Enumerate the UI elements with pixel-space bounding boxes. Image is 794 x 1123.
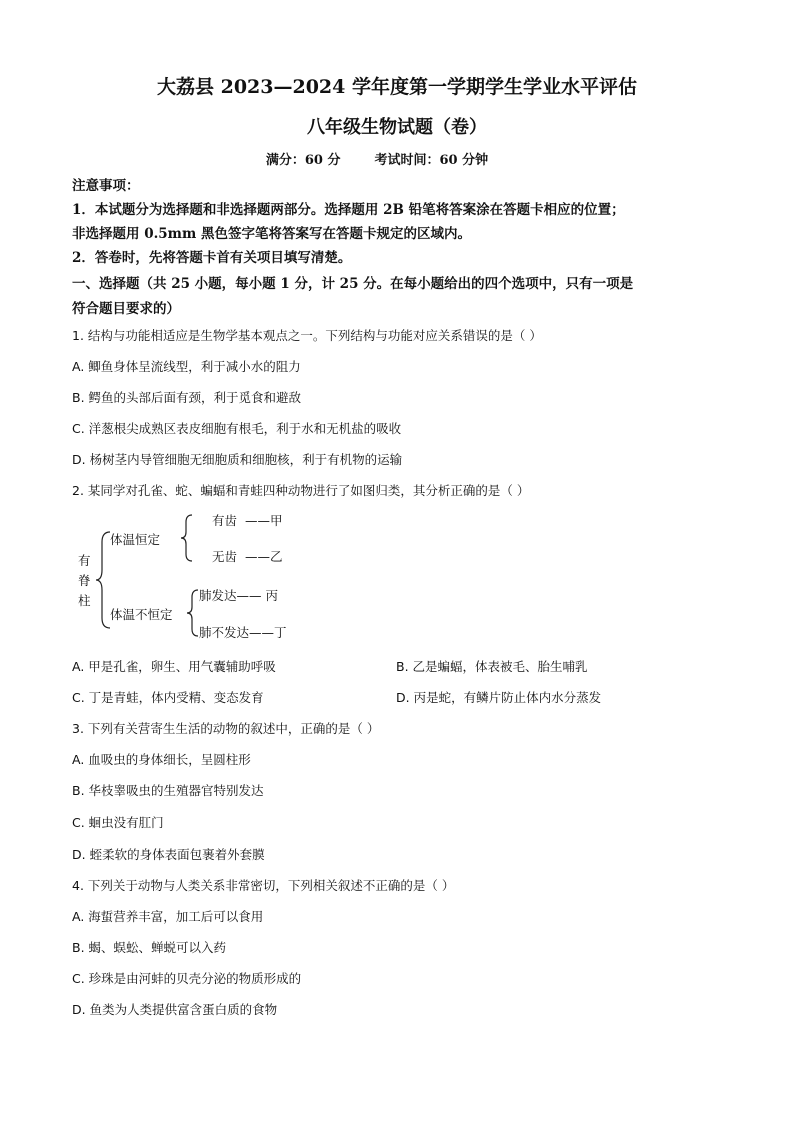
section-1-heading: 一、选择题（共 25 小题，每小题 1 分，计 25 分。在每小题给出的四个选项中，只有一项是 <box>72 276 634 292</box>
has-teeth-label: 有齿 <box>212 513 238 528</box>
question-1-option-a: A. 鲫鱼身体呈流线型，利于减小水的阻力 <box>72 359 301 374</box>
notes-line-2: 非选择题用 0.5mm 黑色签字笔将答案写在答题卡规定的区域内。 <box>72 226 471 242</box>
label-ding: ——丁 <box>249 625 287 640</box>
question-3-option-a: A. 血吸虫的身体细长，呈圆柱形 <box>72 752 251 767</box>
question-2-option-a: A. 甲是孔雀，卵生、用气囊辅助呼吸 <box>72 659 276 674</box>
label-yi: ——乙 <box>244 549 283 564</box>
exam-title: 大荔县 2023—2024 学年度第一学期学生学业水平评估 <box>157 76 637 98</box>
full-score: 满分：60 分 <box>265 153 341 168</box>
lung-underdeveloped-label: 肺不发达 <box>199 625 250 640</box>
diagram-lung-underdeveloped <box>199 623 287 641</box>
question-3-option-d: D. 蛭柔软的身体表面包裹着外套膜 <box>72 847 265 862</box>
exam-meta <box>0 149 774 168</box>
question-4-option-a: A. 海蜇营养丰富，加工后可以食用 <box>72 909 264 924</box>
question-3-option-c: C. 蛔虫没有肛门 <box>72 815 164 830</box>
question-1-option-b: B. 鳄鱼的头部后面有颈，利于觅食和避敌 <box>72 390 302 405</box>
diagram-lung-developed <box>199 586 278 604</box>
diagram-has-teeth <box>212 511 282 529</box>
question-3-option-b: B. 华枝睾吸虫的生殖器官特别发达 <box>72 783 264 798</box>
notes-heading: 注意事项： <box>72 178 140 194</box>
label-bing: —— 丙 <box>236 588 278 603</box>
question-2-option-d: D. 丙是蛇，有鳞片防止体内水分蒸发 <box>396 690 602 705</box>
section-1-heading-cont: 符合题目要求的） <box>72 301 180 317</box>
notes-line-3: 2．答卷时，先将答题卡首有关项目填写清楚。 <box>72 250 352 266</box>
notes-line-1: 1．本试题分为选择题和非选择题两部分。选择题用 2B 铅笔将答案涂在答题卡相应的位置； <box>72 202 625 218</box>
diagram-warm-blooded: 体温恒定 <box>110 532 161 547</box>
question-2-option-b: B. 乙是蝙蝠，体表被毛、胎生哺乳 <box>396 659 588 674</box>
diagram-root-char-3: 柱 <box>78 593 91 608</box>
question-1-option-c: C. 洋葱根尖成熟区表皮细胞有根毛，利于水和无机盐的吸收 <box>72 421 402 436</box>
question-4-option-c: C. 珍珠是由河蚌的贝壳分泌的物质形成的 <box>72 971 302 986</box>
diagram-root-char-1: 有 <box>78 553 91 568</box>
lung-developed-label: 肺发达 <box>199 588 237 603</box>
diagram-root-char-2: 脊 <box>78 573 91 588</box>
no-teeth-label: 无齿 <box>212 549 238 564</box>
question-1-option-d: D. 杨树茎内导管细胞无细胞质和细胞核，利于有机物的运输 <box>72 452 403 467</box>
label-jia: ——甲 <box>244 513 283 528</box>
question-2-stem: 2. 某同学对孔雀、蛇、蝙蝠和青蛙四种动物进行了如图归类，其分析正确的是（ ） <box>72 483 530 498</box>
question-4-stem: 4. 下列关于动物与人类关系非常密切，下列相关叙述不正确的是（ ） <box>72 878 455 893</box>
diagram-no-teeth <box>212 547 282 565</box>
exam-time: 考试时间：60 分钟 <box>374 153 489 168</box>
diagram-cold-blooded: 体温不恒定 <box>110 607 173 622</box>
question-1-stem: 1. 结构与功能相适应是生物学基本观点之一。下列结构与功能对应关系错误的是（ ） <box>72 328 542 343</box>
question-4-option-d: D. 鱼类为人类提供富含蛋白质的食物 <box>72 1002 278 1017</box>
question-4-option-b: B. 蝎、蜈蚣、蝉蜕可以入药 <box>72 940 227 955</box>
warm-brace <box>180 513 196 563</box>
exam-subtitle: 八年级生物试题（卷） <box>307 117 487 138</box>
question-2-option-c: C. 丁是青蛙，体内受精、变态发育 <box>72 690 264 705</box>
question-3-stem: 3. 下列有关营寄生生活的动物的叙述中，正确的是（ ） <box>72 721 380 736</box>
